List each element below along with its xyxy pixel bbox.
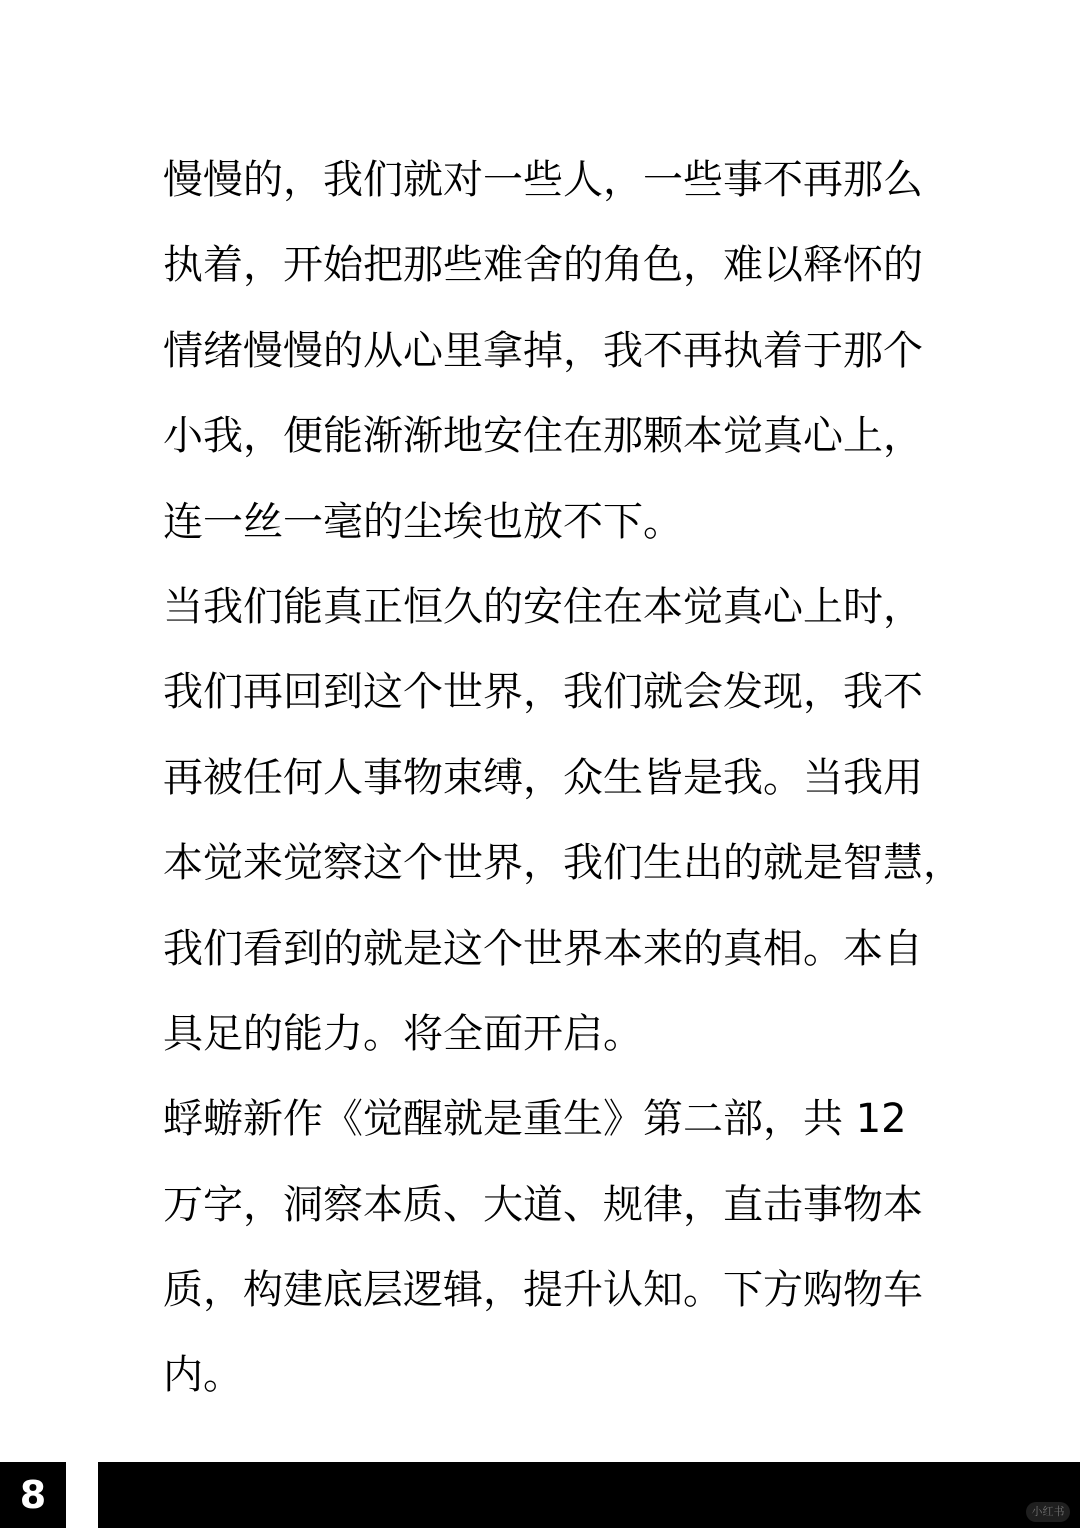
page-footer [0, 1462, 1080, 1528]
watermark-logo: 小红书 [1026, 1502, 1070, 1522]
text-line: 具足的能力。将全面开启。 [163, 1010, 643, 1057]
text-line: 蜉蝣新作《觉醒就是重生》第二部，共 12 [163, 1096, 907, 1143]
footer-bar [98, 1462, 1080, 1528]
text-line: 内。 [163, 1352, 243, 1399]
text-line: 执着，开始把那些难舍的角色，难以释怀的 [163, 242, 923, 289]
text-line: 情绪慢慢的从心里拿掉，我不再执着于那个 [163, 327, 923, 374]
text-line: 我们看到的就是这个世界本来的真相。本自 [163, 925, 923, 972]
text-line: 连一丝一毫的尘埃也放不下。 [163, 498, 683, 545]
text-line: 慢慢的，我们就对一些人，一些事不再那么 [163, 157, 923, 203]
body-text [163, 138, 963, 1419]
text-line: 质，构建底层逻辑，提升认知。下方购物车 [163, 1267, 923, 1314]
text-line: 当我们能真正恒久的安住在本觉真心上时， [163, 583, 923, 630]
text-line: 再被任何人事物束缚，众生皆是我。当我用 [163, 754, 923, 801]
text-line: 小我，便能渐渐地安住在那颗本觉真心上， [163, 413, 923, 460]
page-number: 8 [0, 1462, 66, 1528]
text-line: 万字，洞察本质、大道、规律，直击事物本 [163, 1181, 923, 1228]
text-line: 我们再回到这个世界，我们就会发现，我不 [163, 669, 923, 716]
text-line: 本觉来觉察这个世界，我们生出的就是智慧， [163, 840, 963, 887]
